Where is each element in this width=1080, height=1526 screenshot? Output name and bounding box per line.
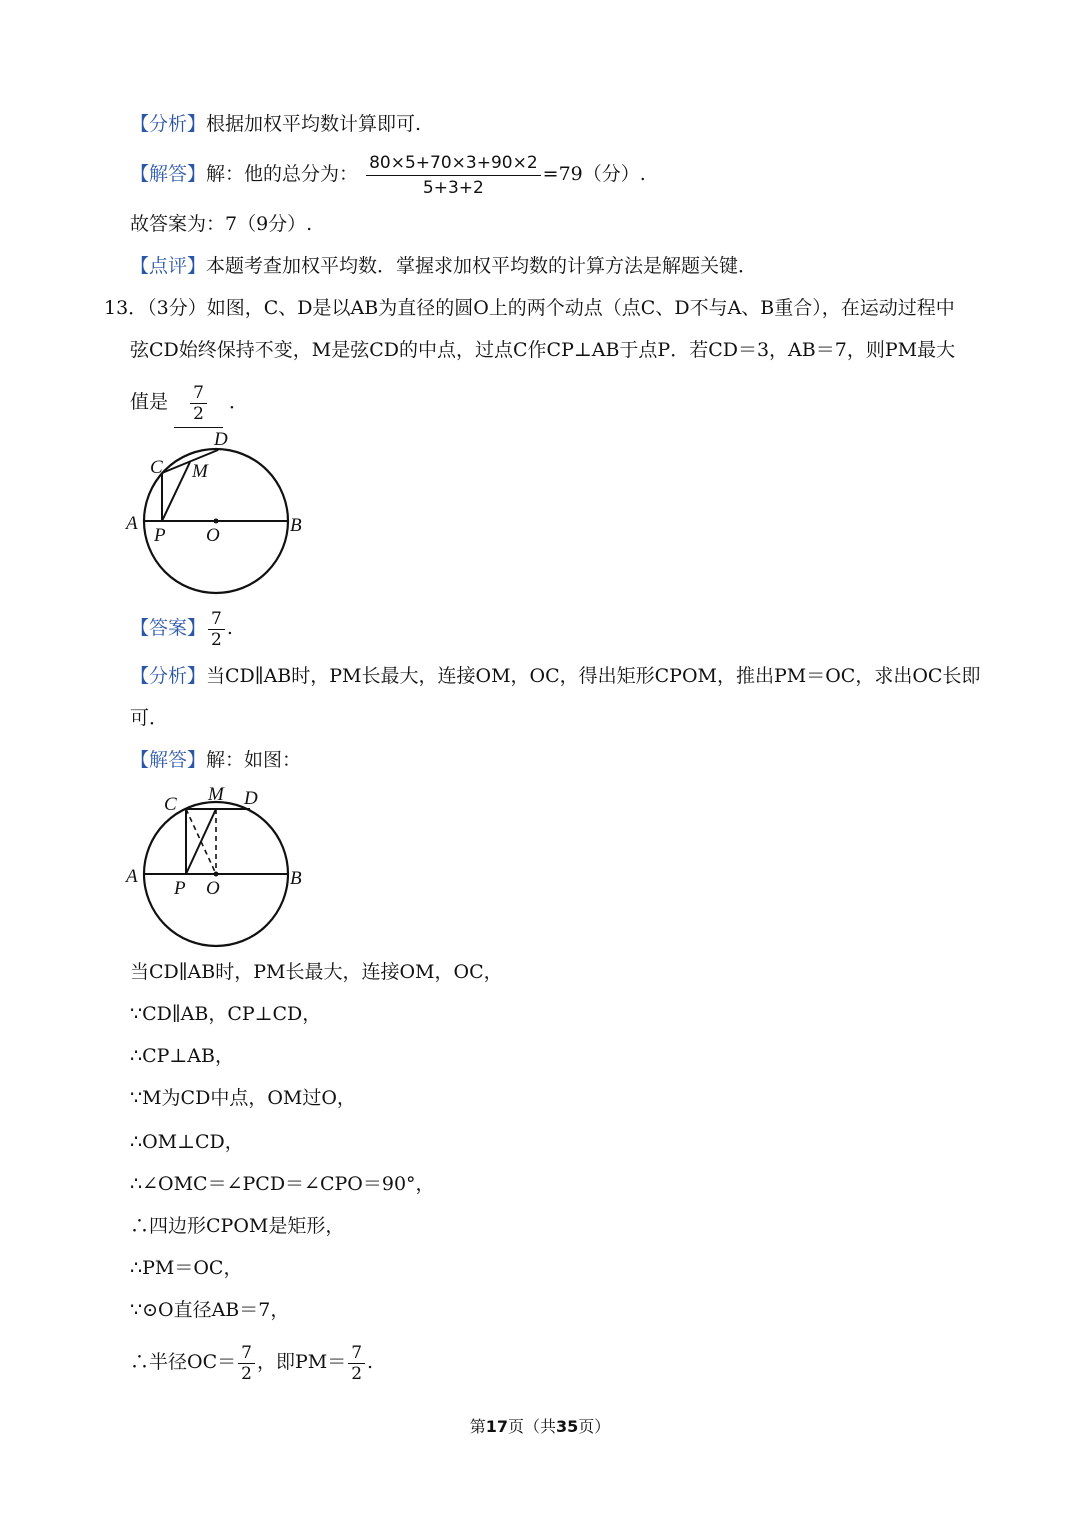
q13-stem-3 bbox=[130, 378, 248, 428]
footer-post: 页） bbox=[578, 1417, 611, 1436]
last-suffix: . bbox=[367, 1351, 374, 1373]
answer-num: 7 bbox=[208, 609, 225, 630]
last-den-2: 2 bbox=[351, 1363, 363, 1384]
blank-fraction bbox=[190, 383, 207, 424]
answer-fraction bbox=[208, 609, 225, 650]
solution-step: ∵CD∥AB，CP⊥CD， bbox=[130, 1003, 322, 1025]
analysis-tag: 【分析】 bbox=[130, 665, 207, 687]
footer-pre: 第 bbox=[469, 1417, 486, 1436]
last-num-2: 7 bbox=[348, 1343, 365, 1364]
solution-step: ∴∠OMC＝∠PCD＝∠CPO＝90°， bbox=[130, 1173, 435, 1195]
fig2-label-o: O bbox=[206, 878, 220, 899]
solution-intro-text: 解：如图： bbox=[206, 749, 302, 771]
stem-3-prefix: 值是 bbox=[130, 391, 169, 413]
last-mid: ，即PM＝ bbox=[256, 1351, 347, 1373]
weighted-fraction bbox=[366, 151, 541, 200]
answer-tag: 【答案】 bbox=[130, 617, 207, 639]
last-fraction-1 bbox=[238, 1343, 255, 1384]
solution-prefix: 解：他的总分为： bbox=[206, 163, 359, 185]
solution-step: ∴OM⊥CD， bbox=[130, 1131, 244, 1153]
comment-text: 本题考查加权平均数．掌握求加权平均数的计算方法是解题关键． bbox=[206, 255, 758, 277]
fig1-label-o: O bbox=[206, 525, 220, 546]
fig1-label-b: B bbox=[290, 515, 302, 536]
fig1-label-d: D bbox=[214, 429, 228, 450]
solution-step: 当CD∥AB时，PM长最大，连接OM，OC， bbox=[130, 961, 503, 983]
fraction-denominator: 5+3+2 bbox=[422, 177, 484, 198]
fig2-label-m: M bbox=[208, 784, 224, 805]
q13-stem-1: 13．（3分）如图，C、D是以AB为直径的圆O上的两个动点（点C、D不与A、B重合），在运动过程中 bbox=[104, 297, 955, 319]
figure-1 bbox=[120, 425, 320, 605]
fig1-label-m: M bbox=[192, 461, 208, 482]
solution-step: ∵⊙O直径AB＝7， bbox=[130, 1299, 290, 1321]
q13-stem-2: 弦CD始终保持不变，M是弦CD的中点，过点C作CP⊥AB于点P．若CD＝3，AB＝7，则PM最大 bbox=[130, 339, 956, 361]
fig2-label-d: D bbox=[244, 788, 258, 809]
fig2-label-p: P bbox=[174, 878, 186, 899]
footer-total: 35 bbox=[556, 1417, 579, 1436]
solution-tag: 【解答】 bbox=[130, 749, 207, 771]
answer-suffix: . bbox=[226, 617, 233, 639]
footer-page: 17 bbox=[485, 1417, 508, 1436]
solution-step: ∵M为CD中点，OM过O， bbox=[130, 1087, 356, 1109]
q13-solution-intro bbox=[130, 746, 301, 774]
fig2-label-a: A bbox=[126, 866, 138, 887]
fig1-label-p: P bbox=[154, 525, 166, 546]
fig2-label-b: B bbox=[290, 868, 302, 889]
footer-mid: 页（共 bbox=[507, 1417, 556, 1436]
figure-2 bbox=[120, 778, 320, 958]
q12-comment bbox=[130, 252, 757, 280]
q12-solution bbox=[130, 146, 646, 202]
solution-suffix: =79（分）. bbox=[542, 163, 646, 185]
solution-tag: 【解答】 bbox=[130, 163, 207, 185]
analysis-text: 根据加权平均数计算即可. bbox=[206, 113, 422, 135]
analysis-tag: 【分析】 bbox=[130, 113, 207, 135]
fig1-center-dot bbox=[214, 519, 219, 524]
q12-answer-line: 故答案为：7（9分）. bbox=[130, 213, 313, 235]
solution-last-step bbox=[130, 1338, 373, 1386]
last-prefix: ∴半径OC＝ bbox=[130, 1351, 237, 1373]
q13-analysis-1 bbox=[130, 662, 980, 690]
q12-analysis bbox=[130, 110, 421, 138]
last-den-1: 2 bbox=[241, 1363, 252, 1384]
fig1-label-a: A bbox=[126, 513, 138, 534]
solution-step: ∴四边形CPOM是矩形， bbox=[130, 1215, 345, 1237]
answer-blank bbox=[174, 379, 223, 428]
solution-step: ∴PM＝OC， bbox=[130, 1257, 243, 1279]
blank-den: 2 bbox=[193, 404, 204, 424]
last-fraction-2 bbox=[348, 1343, 365, 1384]
q13-analysis-2: 可． bbox=[130, 707, 169, 729]
analysis-line-1: 当CD∥AB时，PM长最大，连接OM，OC，得出矩形CPOM，推出PM＝OC，求出OC长即 bbox=[206, 665, 981, 687]
page-footer bbox=[0, 1414, 1080, 1437]
fig2-label-c: C bbox=[164, 794, 177, 815]
comment-tag: 【点评】 bbox=[130, 255, 207, 277]
fig1-label-c: C bbox=[150, 457, 163, 478]
answer-den: 2 bbox=[211, 629, 222, 650]
q13-answer bbox=[130, 604, 233, 652]
last-num-1: 7 bbox=[238, 1343, 255, 1364]
stem-3-suffix: ． bbox=[228, 391, 248, 413]
solution-step: ∴CP⊥AB， bbox=[130, 1045, 234, 1067]
fig2-center-dot bbox=[214, 872, 219, 877]
blank-num: 7 bbox=[190, 383, 207, 404]
fraction-numerator: 80×5+70×3+90×2 bbox=[366, 151, 541, 176]
